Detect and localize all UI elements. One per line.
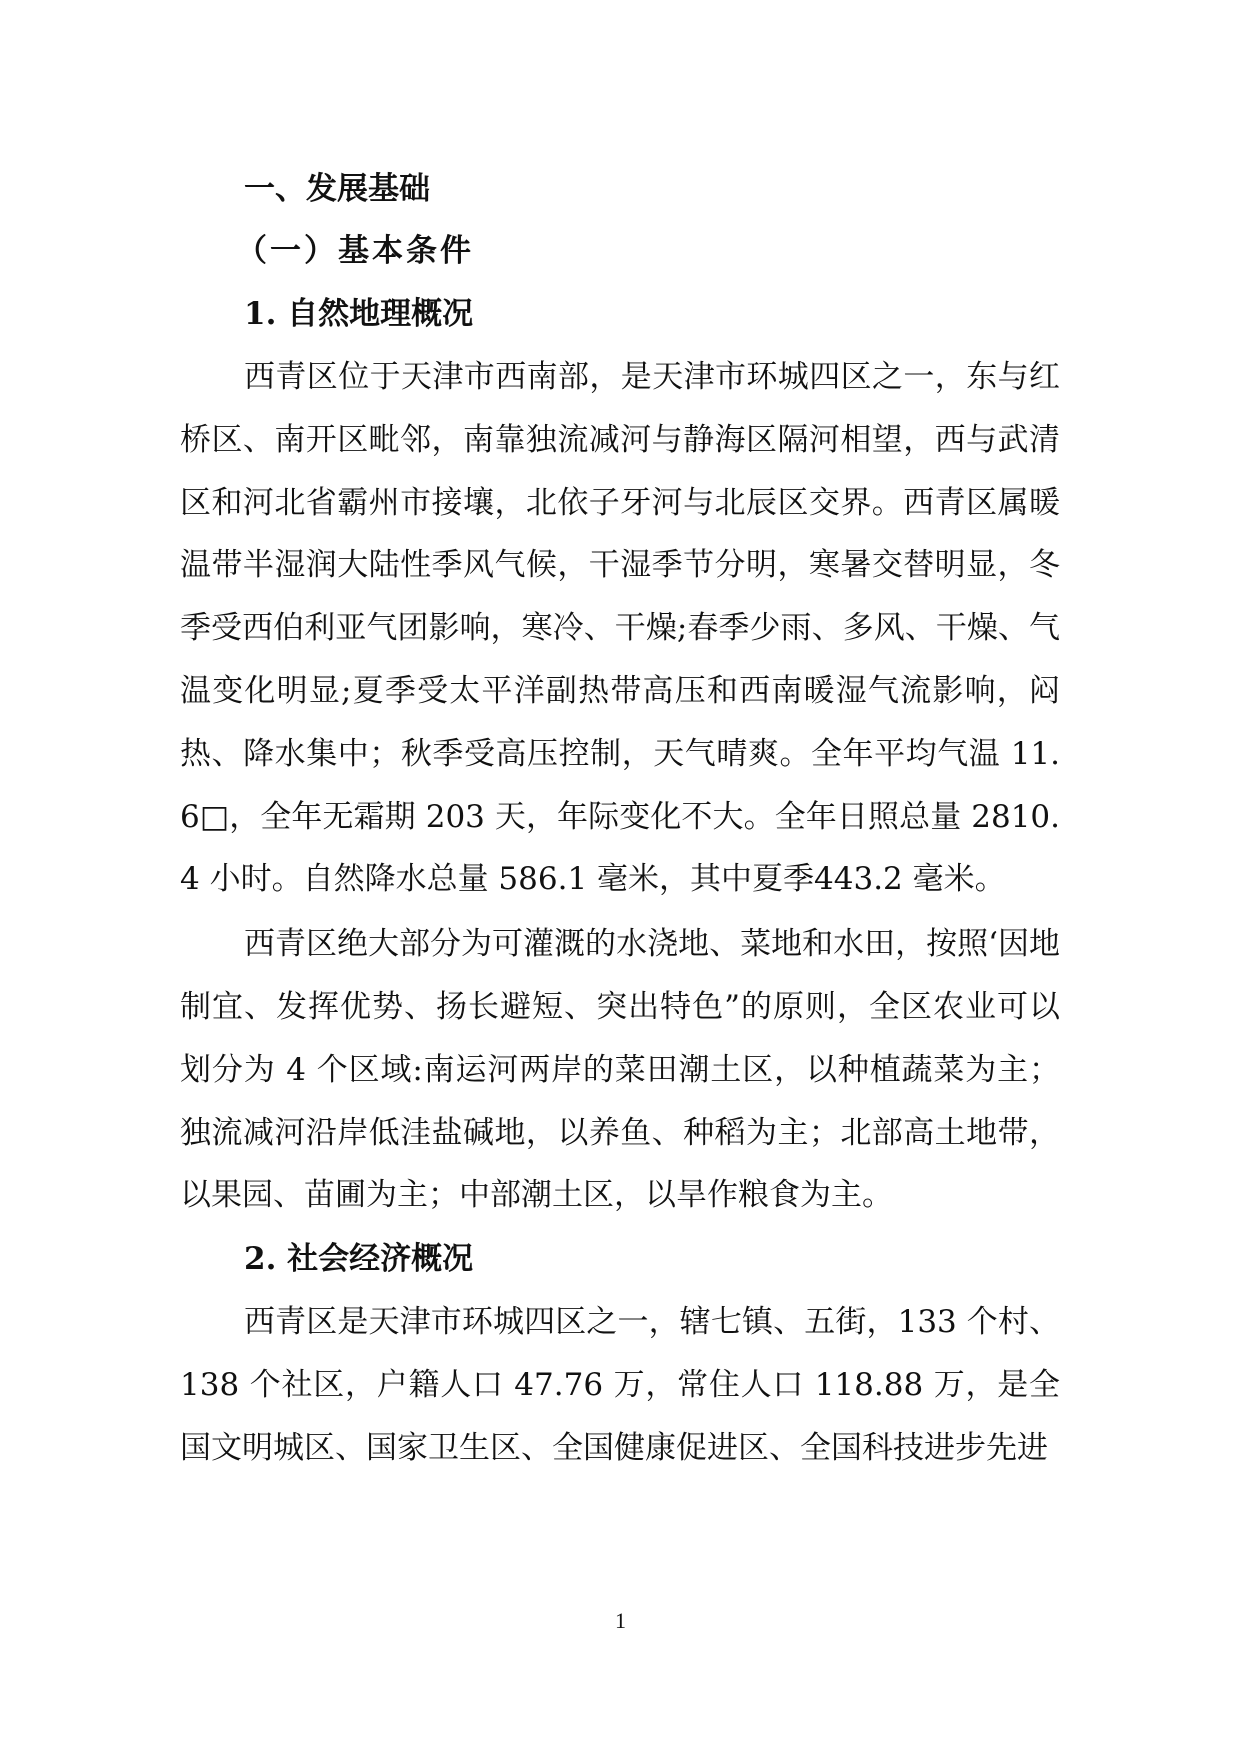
- section-title: 一、发展基础: [244, 171, 430, 207]
- document-body: [180, 158, 1060, 1480]
- paragraph-location-climate: 西青区位于天津市西南部，是天津市环城四区之一，东与红桥区、南开区毗邻，南靠独流减河与静海区隔河相望，西与武清区和河北省霸州市接壤，北依子牙河与北辰区交界。西青区属暖温带半湿润大陆性季风气候，干湿季节分明，寒暑交替明显，冬季受西伯利亚气团影响，寒冷、干燥;春季少雨、多风、干燥、气温变化明显;夏季受太平洋副热带高压和西南暖湿气流影响，闷热、降水集中；秋季受高压控制，天气晴爽。全年平均气温 11.6□，全年无霜期 203 天，年际变化不大。全年日照总量 2810.4 小时。自然降水总量 586.1 毫米，其中夏季443.2 毫米。: [180, 359, 1060, 898]
- paragraph-social-economy: 西青区是天津市环城四区之一，辖七镇、五街，133 个村、138 个社区，户籍人口 47.76 万，常住人口 118.88 万，是全国文明城区、国家卫生区、全国健康促进区、全国科技进步先进: [180, 1304, 1060, 1466]
- topic-title-social-economy: 2. 社会经济概况: [244, 1241, 474, 1278]
- page-number: 1: [615, 1608, 626, 1633]
- subsection-title: （一）基本条件: [236, 233, 474, 269]
- paragraph-agriculture-zones: 西青区绝大部分为可灌溉的水浇地、菜地和水田，按照‘因地制宜、发挥优势、扬长避短、突出特色”的原则，全区农业可以划分为 4 个区域:南运河两岸的菜田潮土区，以种植蔬菜为主；独流减河沿岸低洼盐碱地，以养鱼、种稻为主；北部高土地带，以果园、苗圃为主；中部潮土区，以旱作粮食为主。: [180, 926, 1060, 1214]
- topic-title-natural-geography: 1. 自然地理概况: [244, 296, 474, 332]
